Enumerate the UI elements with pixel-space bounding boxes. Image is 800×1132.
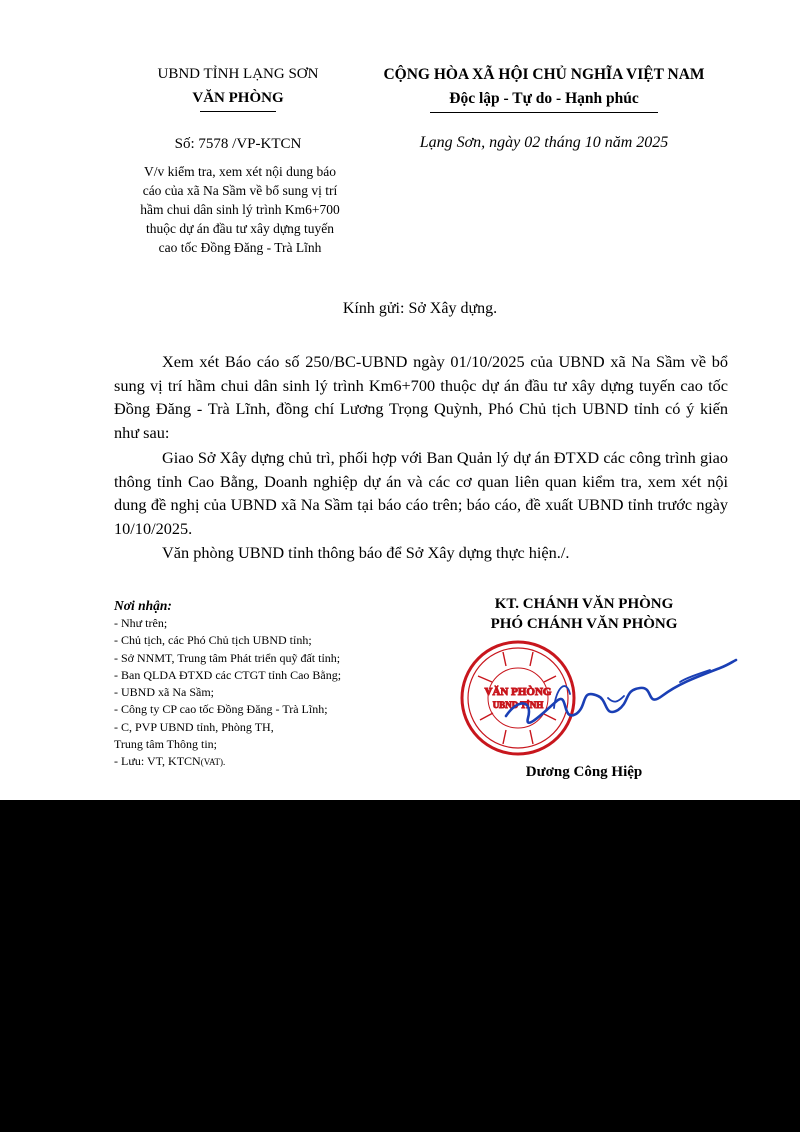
signature-flourish xyxy=(554,670,710,708)
receivers-list xyxy=(114,615,414,772)
summary-line: hầm chui dân sinh lý trình Km6+700 xyxy=(140,202,340,217)
summary-line: cáo của xã Na Sầm về bổ sung vị trí xyxy=(142,183,338,198)
issuing-province: UBND TỈNH LẠNG SƠN xyxy=(157,66,319,82)
receiver-item: - Như trên; xyxy=(114,616,168,630)
svg-text:VĂN PHÒNG: VĂN PHÒNG xyxy=(484,686,552,698)
receiver-item: - C, PVP UBND tỉnh, Phòng TH, xyxy=(114,719,274,734)
signature-title-2: PHÓ CHÁNH VĂN PHÒNG xyxy=(490,616,678,632)
receiver-item: - UBND xã Na Sầm; xyxy=(114,685,214,700)
receiver-item-archive xyxy=(114,753,414,771)
body-paragraph-1: Xem xét Báo cáo số 250/BC-UBND ngày 01/10/2025 của UBND xã Na Sầm về bổ sung vị trí hầm chui dân sinh lý trình Km6+700 thuộc dự án đầu tư xây dựng tuyến cao tốc Đồng Đăng - Trà Lĩnh, đồng chí Lương Trọng Quỳnh, Phó Chủ tịch UBND tỉnh có ý kiến như sau: xyxy=(114,352,728,442)
receivers-title: Nơi nhận: xyxy=(114,598,172,613)
document-summary xyxy=(118,162,362,257)
archive-text: - Lưu: VT, KTCN xyxy=(114,754,201,769)
place-date: Lạng Sơn, ngày 02 tháng 10 năm 2025 xyxy=(419,134,669,151)
summary-line: thuộc dự án đầu tư xây dựng tuyến xyxy=(145,221,335,236)
summary-line: V/v kiểm tra, xem xét nội dung báo xyxy=(144,164,336,179)
receiver-item: - Ban QLDA ĐTXD các CTGT tỉnh Cao Bằng; xyxy=(114,667,342,682)
receiver-item: - Sở NNMT, Trung tâm Phát triển quỹ đất tỉnh; xyxy=(114,650,341,665)
seal-and-signature xyxy=(458,638,748,768)
national-motto: Độc lập - Tự do - Hạnh phúc xyxy=(449,90,639,107)
document-number: Số: 7578 /VP-KTCN xyxy=(174,136,302,152)
official-seal xyxy=(458,638,748,768)
receiver-item: Trung tâm Thông tin; xyxy=(114,737,218,752)
summary-line: cao tốc Đồng Đăng - Trà Lĩnh xyxy=(158,240,322,255)
signer-name: Dương Công Hiệp xyxy=(525,764,643,780)
body-paragraph-3: Văn phòng UBND tỉnh thông báo để Sở Xây dựng thực hiện./. xyxy=(162,543,570,562)
issuing-office: VĂN PHÒNG xyxy=(192,90,284,106)
org-underline xyxy=(200,111,276,112)
national-title: CỘNG HÒA XÃ HỘI CHỦ NGHĨA VIỆT NAM xyxy=(383,66,705,83)
signature-title-1: KT. CHÁNH VĂN PHÒNG xyxy=(494,596,674,612)
svg-text:UBND TỈNH: UBND TỈNH xyxy=(492,700,544,710)
body-paragraph-2: Giao Sở Xây dựng chủ trì, phối hợp với Ban Quản lý dự án ĐTXD các công trình giao thông tỉnh Cao Bằng, Doanh nghiệp dự án và các cơ quan liên quan kiểm tra, xem xét nội dung đề nghị của UBND xã Na Sầm tại báo cáo trên; báo cáo, đề xuất UBND tỉnh trước ngày 10/10/2025. xyxy=(114,448,728,538)
recipient-line: Kính gửi: Sở Xây dựng. xyxy=(342,300,498,317)
receiver-item: - Chủ tịch, các Phó Chủ tịch UBND tỉnh; xyxy=(114,633,312,648)
receiver-item: - Công ty CP cao tốc Đồng Đăng - Trà Lĩnh; xyxy=(114,702,328,717)
archive-suffix: (VAT). xyxy=(200,757,226,768)
motto-underline xyxy=(430,112,658,113)
seal-stamp xyxy=(462,642,574,754)
